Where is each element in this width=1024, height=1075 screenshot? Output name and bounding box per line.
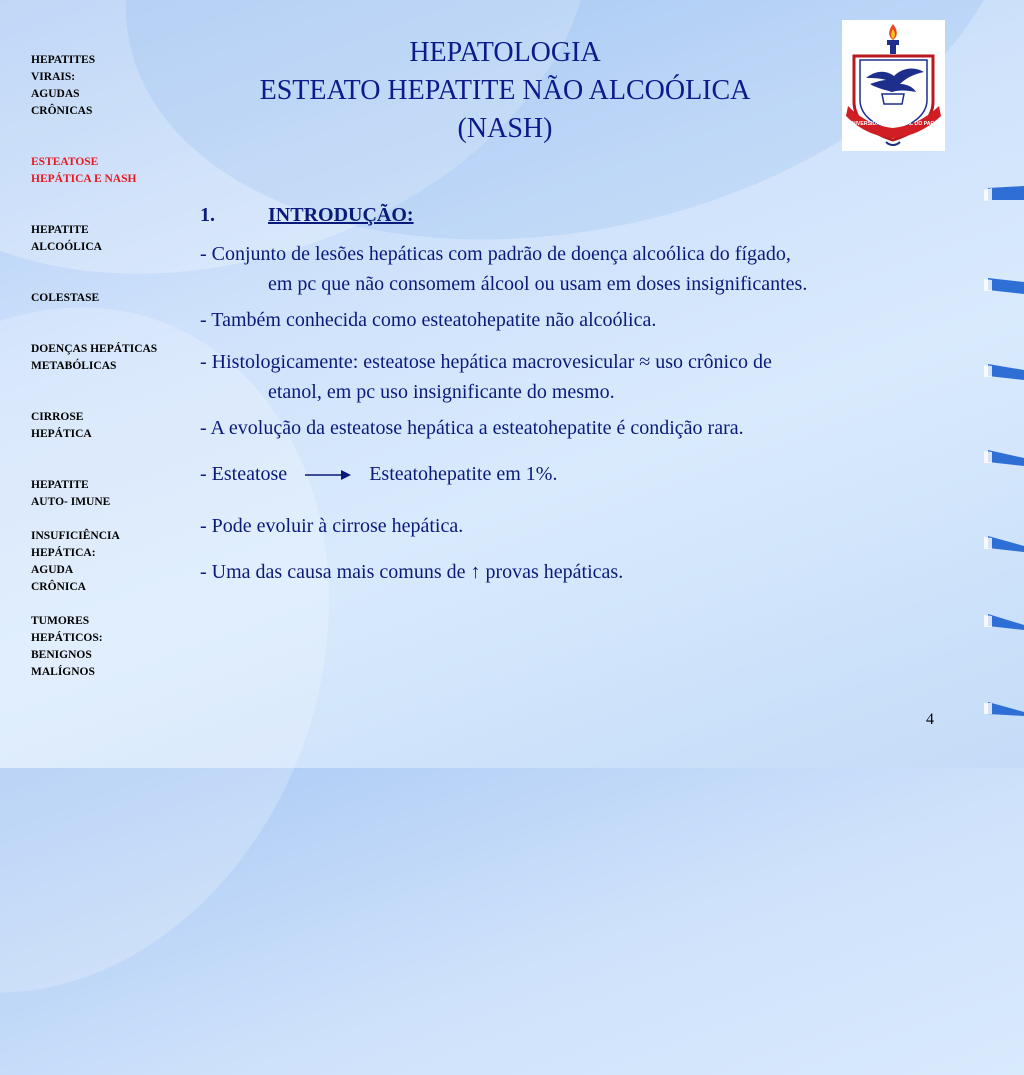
right-arrow-icon [305,469,351,481]
bullet-text: Esteatohepatite em 1%. [369,463,558,485]
sidebar-item-label: INSUFICIÊNCIA [31,530,120,542]
sidebar-item-label: HEPATITE [31,479,89,491]
sidebar-nav [31,52,201,681]
section-heading [200,200,980,230]
decorative-tab-icon [984,700,1024,716]
sidebar-item-label: HEPATITES [31,54,96,66]
bullet-text: - Uma das causa mais comuns de ↑ [200,561,486,583]
sidebar-item-hepatite-autoimune[interactable] [31,477,201,511]
heading-text: INTRODUÇÃO: [268,204,414,226]
sidebar-item-label: DOENÇAS HEPÁTICAS [31,343,158,355]
sidebar-item-esteatose-nash[interactable] [31,154,201,188]
sidebar-item-label: HEPÁTICOS: [31,632,103,644]
decorative-tab-icon [984,186,1024,202]
sidebar-item-hepatite-alcoolica[interactable] [31,222,201,256]
sidebar-item-tumores-hepaticos[interactable] [31,613,201,681]
slide-title [190,34,820,148]
sidebar-item-label: ALCOÓLICA [31,241,102,253]
bullet-paragraph [200,511,980,541]
university-crest-icon [842,20,945,151]
sidebar-item-label: TUMORES [31,615,90,627]
sidebar-item-cirrose[interactable] [31,409,201,443]
title-line: HEPATOLOGIA [409,37,601,68]
sidebar-item-label: AGUDAS [31,88,80,100]
sidebar-item-label: HEPÁTICA: [31,547,96,559]
sidebar-item-label: BENIGNOS [31,649,92,661]
bullet-continuation: em pc que não consomem álcool ou usam em doses insignificantes. [268,273,808,295]
bullet-paragraph [200,347,980,407]
bullet-text: - Esteatose [200,463,288,485]
decorative-tab-icon [984,536,1024,552]
bullet-continuation: etanol, em pc uso insignificante do mesmo. [268,381,615,403]
sidebar-item-label: METABÓLICAS [31,360,117,372]
sidebar-item-label: VIRAIS: [31,71,76,83]
decorative-tab-icon [984,364,1024,380]
title-line: (NASH) [457,113,553,144]
sidebar-item-hepatites-virais[interactable] [31,52,201,120]
bullet-paragraph [200,305,980,335]
logo-banner-text: UNIVERSIDADE FEDERAL DO PARÁ [847,121,939,127]
decorative-tab-icon [984,278,1024,294]
sidebar-item-label: CIRROSE [31,411,84,423]
sidebar-item-label: HEPÁTICA [31,428,92,440]
bullet-text: . [618,561,624,583]
bullet-paragraph [200,413,980,443]
bullet-text: - A evolução da esteatose hepática a esteatohepatite é condição rara. [200,417,744,439]
bullet-text: - Pode evoluir à cirrose hepática. [200,515,464,537]
sidebar-item-label: AGUDA [31,564,74,576]
bullet-emphasis: provas hepáticas [485,561,619,583]
bullet-paragraph [200,557,980,587]
page-number: 4 [926,711,934,728]
bullet-paragraph [200,239,980,299]
bullet-text: - Histologicamente: esteatose hepática macrovesicular ≈ uso crônico de [200,351,772,373]
sidebar-item-label: HEPÁTICA E NASH [31,173,137,185]
sidebar-item-label: MALÍGNOS [31,666,95,678]
sidebar-item-label: CRÔNICAS [31,105,93,117]
bullet-text: - Também conhecida como esteatohepatite não alcoólica. [200,309,657,331]
sidebar-item-insuficiencia-hepatica[interactable] [31,528,201,596]
decorative-tab-icon [984,614,1024,630]
heading-number: 1. [200,204,215,226]
sidebar-item-label: AUTO- IMUNE [31,496,111,508]
title-line: ESTEATO HEPATITE NÃO ALCOÓLICA [259,75,751,106]
sidebar-item-label: COLESTASE [31,292,100,304]
slide-content [200,200,980,593]
sidebar-item-label: HEPATITE [31,224,89,236]
sidebar-item-colestase[interactable] [31,290,201,307]
sidebar-item-label: ESTEATOSE [31,156,99,168]
sidebar-item-doencas-metabolicas[interactable] [31,341,201,375]
university-logo [842,20,945,151]
sidebar-item-label: CRÔNICA [31,581,86,593]
decorative-tab-icon [984,450,1024,466]
bullet-paragraph [200,459,980,489]
bullet-text: - Conjunto de lesões hepáticas com padrão de doença alcoólica do fígado, [200,243,791,265]
